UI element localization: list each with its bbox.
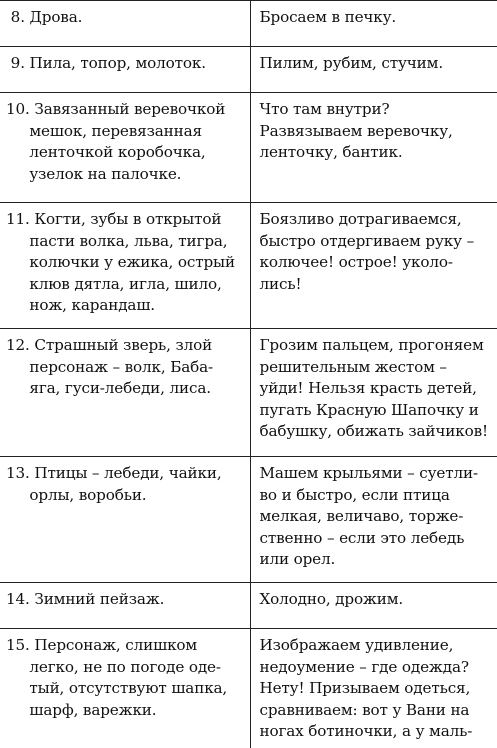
object-cell: 13. Птицы – лебеди, чайки, орлы, воробьи. [0, 457, 250, 583]
table-row [0, 93, 497, 203]
action-cell: Холодно, дрожим. [250, 583, 497, 629]
action-cell: Изображаем удивление, недоумение – где одежда? Нету! Призываем одеться, сравниваем: вот у Вани на ногах ботиночки, а у маль- [250, 629, 497, 748]
object-cell: 12. Страшный зверь, злой персонаж – волк, Баба- яга, гуси-лебеди, лиса. [0, 329, 250, 457]
table-row [0, 1, 497, 47]
action-cell: Бросаем в печку. [250, 1, 497, 47]
object-cell: 11. Когти, зубы в открытой пасти волка, льва, тигра, колючки у ежика, острый клюв дятла, игла, шило, нож, карандаш. [0, 203, 250, 329]
object-cell: 10. Завязанный веревочкой мешок, перевязанная ленточкой коробочка, узелок на палочке. [0, 93, 250, 203]
table-row [0, 329, 497, 457]
action-cell: Машем крыльями – суетли- во и быстро, если птица мелкая, величаво, торже- ственно – если это лебедь или орел. [250, 457, 497, 583]
object-cell: 8. Дрова. [0, 1, 250, 47]
table-row [0, 47, 497, 93]
table-row [0, 583, 497, 629]
action-cell: Боязливо дотрагиваемся, быстро отдергиваем руку – колючее! острое! уколо- лись! [250, 203, 497, 329]
object-cell: 14. Зимний пейзаж. [0, 583, 250, 629]
object-cell: 15. Персонаж, слишком легко, не по погоде оде- тый, отсутствуют шапка, шарф, варежки. [0, 629, 250, 748]
table-row [0, 457, 497, 583]
action-cell: Что там внутри? Развязываем веревочку, ленточку, бантик. [250, 93, 497, 203]
object-cell: 9. Пила, топор, молоток. [0, 47, 250, 93]
action-cell: Грозим пальцем, прогоняем решительным жестом – уйди! Нельзя красть детей, пугать Красную Шапочку и бабушку, обижать зайчиков! [250, 329, 497, 457]
table-row [0, 629, 497, 748]
action-cell: Пилим, рубим, стучим. [250, 47, 497, 93]
table-row [0, 203, 497, 329]
